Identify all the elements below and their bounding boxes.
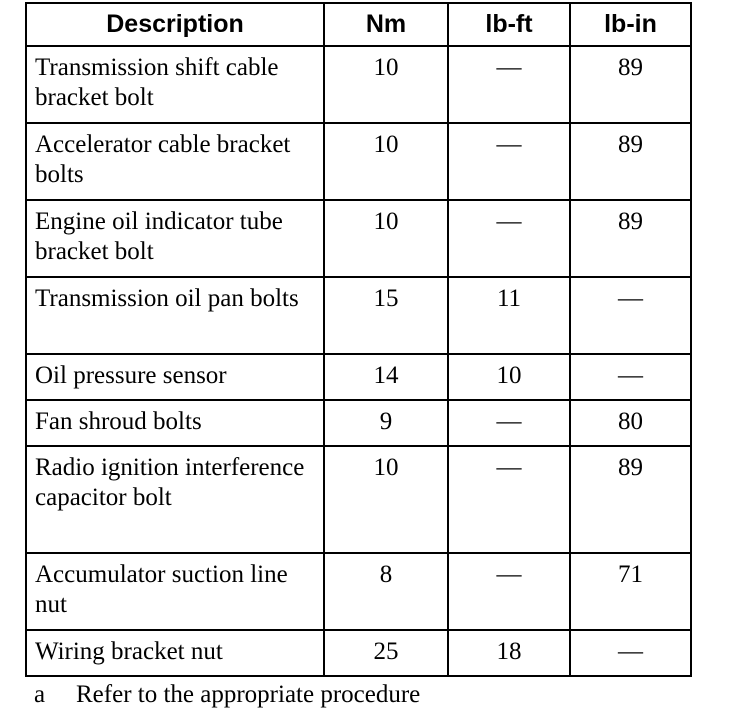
description-cell: Oil pressure sensor: [26, 354, 324, 400]
lb-in-cell: 80: [570, 400, 691, 446]
description-cell: Wiring bracket nut: [26, 630, 324, 676]
header-lb-in: lb-in: [570, 3, 691, 46]
lb-ft-cell: 18: [448, 630, 570, 676]
lb-in-cell: 89: [570, 123, 691, 200]
lb-in-cell: 89: [570, 446, 691, 553]
description-cell: Radio ignition interference capacitor bolt: [26, 446, 324, 553]
lb-in-cell: —: [570, 354, 691, 400]
lb-ft-cell: —: [448, 400, 570, 446]
table-header-row: [26, 3, 691, 46]
description-cell: Accumulator suction line nut: [26, 553, 324, 630]
lb-ft-cell: —: [448, 46, 570, 123]
nm-cell: 10: [324, 46, 448, 123]
nm-cell: 9: [324, 400, 448, 446]
description-cell: Fan shroud bolts: [26, 400, 324, 446]
lb-in-cell: 89: [570, 200, 691, 277]
description-cell: Transmission shift cable bracket bolt: [26, 46, 324, 123]
nm-cell: 10: [324, 446, 448, 553]
description-cell: Engine oil indicator tube bracket bolt: [26, 200, 324, 277]
header-description: Description: [26, 3, 324, 46]
table-row: [26, 446, 691, 553]
lb-ft-cell: —: [448, 553, 570, 630]
table-row: [26, 354, 691, 400]
table-row: [26, 200, 691, 277]
table-row: [26, 123, 691, 200]
nm-cell: 14: [324, 354, 448, 400]
table-row: [26, 277, 691, 354]
nm-cell: 15: [324, 277, 448, 354]
lb-in-cell: —: [570, 630, 691, 676]
nm-cell: 25: [324, 630, 448, 676]
table-row: [26, 46, 691, 123]
header-nm: Nm: [324, 3, 448, 46]
lb-in-cell: 89: [570, 46, 691, 123]
lb-in-cell: 71: [570, 553, 691, 630]
lb-ft-cell: 10: [448, 354, 570, 400]
lb-ft-cell: —: [448, 200, 570, 277]
torque-spec-table: [25, 2, 692, 677]
nm-cell: 10: [324, 200, 448, 277]
lb-ft-cell: —: [448, 123, 570, 200]
table-row: [26, 400, 691, 446]
table-row: [26, 630, 691, 676]
footnote-marker: a: [34, 681, 46, 708]
nm-cell: 10: [324, 123, 448, 200]
footnote-text: Refer to the appropriate procedure: [76, 681, 421, 708]
description-cell: Transmission oil pan bolts: [26, 277, 324, 354]
lb-ft-cell: —: [448, 446, 570, 553]
header-lb-ft: lb-ft: [448, 3, 570, 46]
lb-ft-cell: 11: [448, 277, 570, 354]
table-row: [26, 553, 691, 630]
footnote: [34, 680, 420, 710]
lb-in-cell: —: [570, 277, 691, 354]
description-cell: Accelerator cable bracket bolts: [26, 123, 324, 200]
nm-cell: 8: [324, 553, 448, 630]
